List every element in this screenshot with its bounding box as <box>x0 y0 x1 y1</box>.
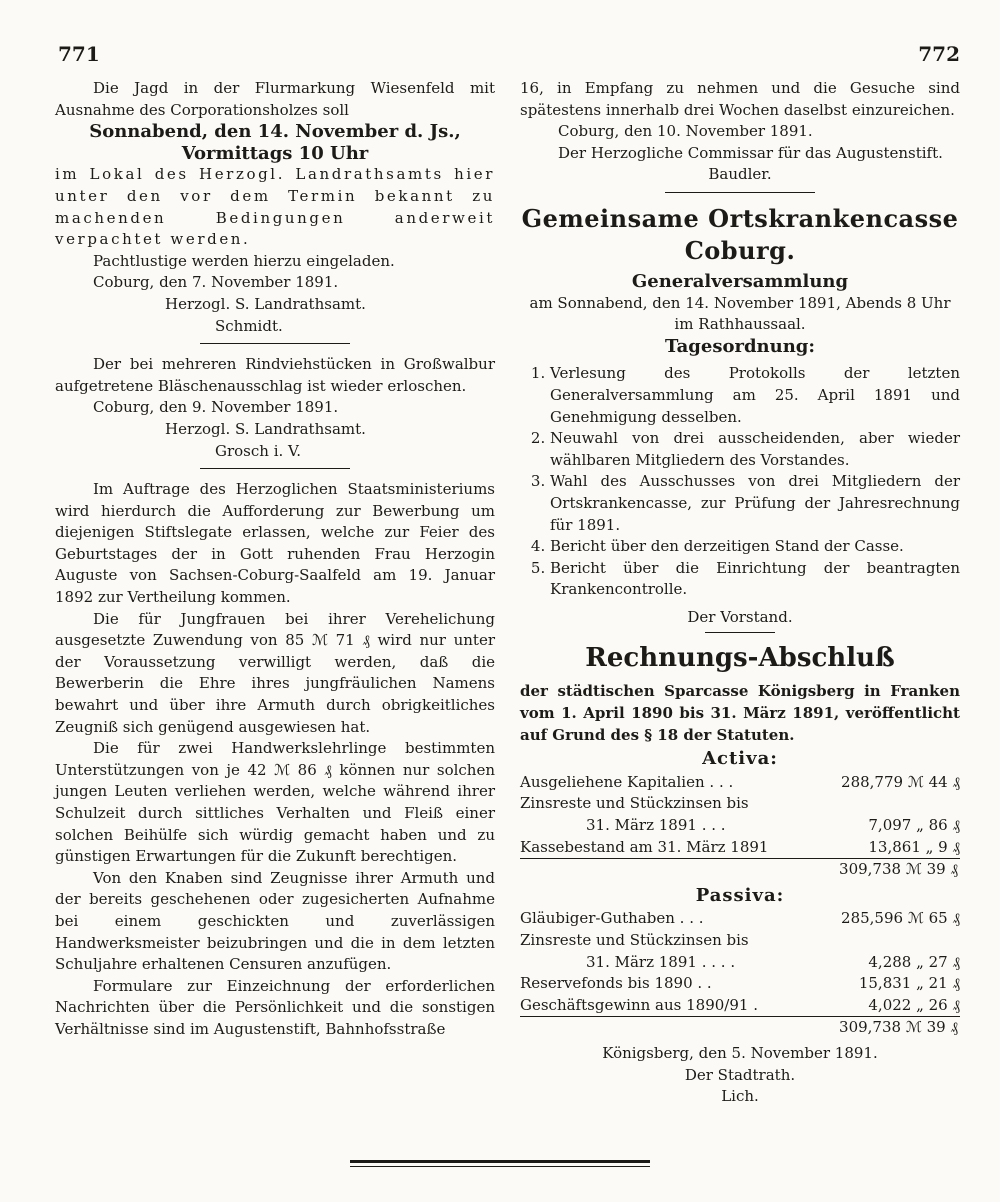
passiva-row <box>520 973 960 995</box>
row-label: Geschäftsgewinn aus 1890/91 . <box>520 995 758 1014</box>
passiva-row <box>520 930 960 952</box>
page-number-left: 771 <box>58 42 100 66</box>
account-office: Der Stadtrath. <box>684 1065 796 1084</box>
foundation-notice-p5: Formulare zur Einzeichnung der erforderlichen Nachrichten über die Persönlichkeit und die sonstigen Verhältnisse sind im Augustenstift, Bahnhofsstraße <box>55 976 495 1038</box>
row-amount: 13,861 „ 9 ₰ <box>868 837 960 856</box>
hunt-notice-invite: Pachtlustige werden hierzu eingeladen. <box>93 251 395 270</box>
disease-notice-name: Grosch i. V. <box>215 441 302 460</box>
left-column <box>55 78 495 1041</box>
agenda-item: 5. Bericht über die Einrichtung der beantragten Krankencontrolle. <box>550 558 960 601</box>
activa-row <box>520 793 960 815</box>
agenda-item: 1. Verlesung des Protokolls der letzten Generalversammlung am 25. April 1891 und Genehmigung desselben. <box>550 363 960 428</box>
right-column <box>520 78 960 1108</box>
hunt-notice-place: Coburg, den 7. November 1891. <box>93 273 339 292</box>
assembly-date: am Sonnabend, den 14. November 1891, Abends 8 Uhr im Rathhaussaal. <box>529 293 951 334</box>
divider <box>705 632 775 633</box>
passiva-row <box>520 908 960 930</box>
foundation-notice-p4: Von den Knaben sind Zeugnisse ihrer Armuth und der bereits geschehenen oder zugesicherten Aufnahme bei einem geschickten und zuverlässigen Handwerksmeister beizubringen und die in dem letzten Schuljahre erhaltenen Censuren anzufügen. <box>55 868 495 974</box>
agenda-list <box>520 363 960 601</box>
account-place: Königsberg, den 5. November 1891. <box>602 1043 878 1062</box>
disease-notice-office: Herzogl. S. Landrathsamt. <box>165 419 366 438</box>
hunt-notice-date: Sonnabend, den 14. November d. Js., <box>89 121 461 143</box>
passiva-heading: Passiva: <box>695 884 785 906</box>
divider <box>200 343 350 344</box>
foundation-notice-p3: Die für zwei Handwerkslehrlinge bestimmten Unterstützungen von je 42 ℳ 86 ₰ können nur solchen jungen Leuten verliehen werden, welche während ihrer Schulzeit durch sittliches Verhalten und Fleiß einer solchen Beihülfe sich würdig gemacht haben und zu günstigen Erwartungen für die Zukunft berechtigen. <box>55 739 495 866</box>
account-name: Lich. <box>721 1087 759 1106</box>
row-amount: 15,831 „ 21 ₰ <box>858 974 960 993</box>
row-label: Gläubiger-Guthaben . . . <box>520 909 704 928</box>
agenda-item: 2. Neuwahl von drei ausscheidenden, aber wieder wählbaren Mitgliedern des Vorstandes. <box>550 428 960 471</box>
activa-row <box>520 837 960 859</box>
disease-notice-place: Coburg, den 9. November 1891. <box>93 398 339 417</box>
row-amount: 285,596 ℳ 65 ₰ <box>841 909 960 928</box>
foundation-notice-office: Der Herzogliche Commissar für das Augustenstift. <box>558 143 943 162</box>
row-amount: 4,022 „ 26 ₰ <box>868 995 960 1014</box>
divider <box>665 192 815 193</box>
row-amount: 4,288 „ 27 ₰ <box>868 952 960 971</box>
row-label: Reservefonds bis 1890 . . <box>520 974 712 993</box>
row-label: Ausgeliehene Kapitalien . . . <box>520 772 734 791</box>
disease-notice-text: Der bei mehreren Rindviehstücken in Großwalbur aufgetretene Bläschenausschlag ist wieder erloschen. <box>55 355 495 395</box>
assembly-heading: Generalversammlung <box>631 270 849 292</box>
activa-total: 309,738 ℳ 39 ₰ <box>520 858 960 881</box>
divider <box>200 468 350 469</box>
hunt-notice-text: Die Jagd in der Flurmarkung Wiesenfeld mit Ausnahme des Corporationsholzes soll <box>55 79 495 119</box>
account-subtitle: der städtischen Sparcasse Königsberg in Franken vom 1. April 1890 bis 31. März 1891, veröffentlicht auf Grund des § 18 der Statuten. <box>520 682 960 744</box>
activa-row <box>520 815 960 837</box>
foundation-notice-name: Baudler. <box>708 165 772 184</box>
sickness-fund-title: Gemeinsame Ortskrankencasse Coburg. <box>521 203 959 265</box>
row-label: 31. März 1891 . . . <box>586 816 726 835</box>
row-label: 31. März 1891 . . . . <box>586 952 736 971</box>
foundation-notice-place: Coburg, den 10. November 1891. <box>558 122 813 141</box>
row-amount: 288,779 ℳ 44 ₰ <box>841 772 960 791</box>
hunt-notice-time: Vormittags 10 Uhr <box>181 142 369 164</box>
hunt-notice-office: Herzogl. S. Landrathsamt. <box>165 294 366 313</box>
row-amount: 7,097 „ 86 ₰ <box>868 816 960 835</box>
passiva-row <box>520 952 960 974</box>
bottom-rule-thin <box>350 1166 650 1167</box>
foundation-notice-p2: Die für Jungfrauen bei ihrer Verehelichung ausgesetzte Zuwendung von 85 ℳ 71 ₰ wird nur unter der Voraussetzung verwilligt werden, daß die Bewerberin die Ehre ihres jungfräulichen Namens bewahrt und über ihre Armuth durch obrigkeitliches Zeugniß sich genügend ausgewiesen hat. <box>55 609 495 736</box>
agenda-heading: Tagesordnung: <box>664 335 816 357</box>
agenda-item: 4. Bericht über den derzeitigen Stand der Casse. <box>550 536 960 558</box>
row-label: Kassebestand am 31. März 1891 <box>520 837 769 856</box>
passiva-total: 309,738 ℳ 39 ₰ <box>520 1016 960 1039</box>
account-title: Rechnungs-Abschluß <box>585 643 895 674</box>
row-label: Zinsreste und Stückzinsen bis <box>520 931 749 949</box>
activa-heading: Activa: <box>702 748 778 770</box>
activa-row <box>520 772 960 794</box>
hunt-notice-text-2: im Lokal des Herzogl. Landrathsamts hier unter den vor dem Termin bekannt zu machenden Bedingungen anderweit verpachtet werden. <box>55 165 495 249</box>
page-number-right: 772 <box>918 42 960 66</box>
passiva-row <box>520 995 960 1017</box>
hunt-notice-name: Schmidt. <box>215 316 283 335</box>
row-label: Zinsreste und Stückzinsen bis <box>520 794 749 813</box>
foundation-notice-continued: 16, in Empfang zu nehmen und die Gesuche sind spätestens innerhalb drei Wochen daselbst einzureichen. <box>520 79 960 119</box>
bottom-rule <box>350 1160 650 1163</box>
agenda-signature: Der Vorstand. <box>687 607 793 626</box>
foundation-notice-p1: Im Auftrage des Herzoglichen Staatsministeriums wird hierdurch die Aufforderung zur Bewerbung um diejenigen Stiftslegate erlassen, welche zur Feier des Geburtstages der in Gott ruhenden Frau Herzogin Auguste von Sachsen-Coburg-Saalfeld am 19. Januar 1892 zur Vertheilung kommen. <box>55 480 495 607</box>
agenda-item: 3. Wahl des Ausschusses von drei Mitgliedern der Ortskrankencasse, zur Prüfung der Jahresrechnung für 1891. <box>550 471 960 536</box>
